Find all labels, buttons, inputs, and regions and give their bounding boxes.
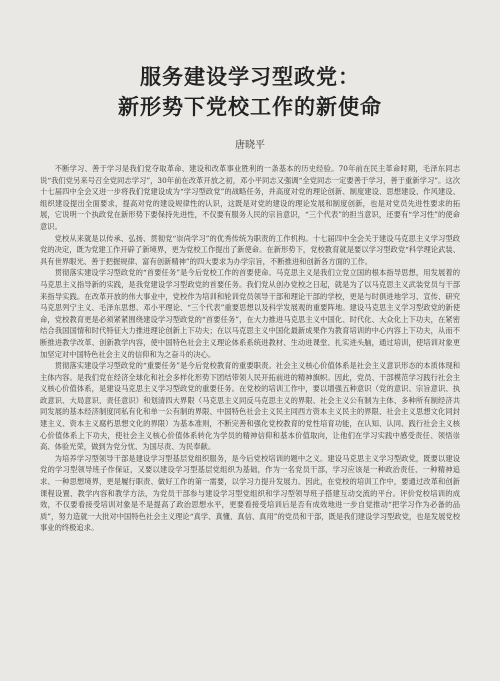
paragraph: 党校从来就是以传承、弘扬、贯彻党“崇尚学习”的优秀传统为职责的工作机构。十七届四中全会关于建设马克思主义学习型政党的决定，既为党建工作开辟了新境界，更为党校工作提出了新使命。在新形势下，党校教育就是要以学习型政党“科学理论武装、具有世界眼光、善于把握规律、富有创新精神”的四大要求为办学宗旨，不断推进和创新各方面的工作。 xyxy=(40,233,460,266)
article-body xyxy=(40,163,460,534)
paragraph: 贯彻落实建设学习型政党的“重要任务”是今后党校教育的重要职责。社会主义核心价值体系是社会主义意识形态的本质体现和主体内容。是我们党在经济全球化和社会多样化形势下团结带领人民开拓前进的精神旗帜。因此，党员、干部模范学习践行社会主义核心价值体系，是建设马克思主义学习型政党的重要任务。在党校的培训工作中，要以增强五种意识（党的意识、宗旨意识、执政意识、大局意识、责任意识）和划清四大界限（马克思主义同反马克思主义的界限、社会主义公有制为主体、多种所有制经济共同发展的基本经济制度同私有化和单一公有制的界限、中国特色社会主义民主同西方资本主义民主的界限、社会主义思想文化同封建主义、资本主义腐朽思想文化的界限）为基本准则，不断完善和强化党校教育的党性培育功能，在认知、认同、践行社会主义核心价值体系上下功夫，使社会主义核心价值体系转化为学员的精神信仰和基本价值取向，让他们在学习实践中感受责任、领悟崇高、体验光荣，做到为党分忧、为国尽责、为民奉献。 xyxy=(40,361,460,452)
paragraph: 贯彻落实建设学习型政党的“首要任务”是今后党校工作的首要使命。马克思主义是我们立党立国的根本指导思想，用发展着的马克思主义指导新的实践，是我党建设学习型政党的首要任务。我们党从创办党校之日起，就是为了以马克思主义武装党员与干部来指导实践。在改革开放的伟大事业中，党校作为培训和轮训党员领导干部和理论干部的学校，更是与时俱进地学习、宣传、研究马克思列宁主义、毛泽东思想、邓小平理论、“三个代表”重要思想以及科学发展观的重要阵地。建设马克思主义学习型政党的新使命，党校教育更是必须紧紧围绕建设学习型政党的“首要任务”，在大力推进马克思主义中国化、时代化、大众化上下功夫，在紧密结合我国国情和时代特征大力推进理论创新上下功夫；在以马克思主义中国化最新成果作为教育培训的中心内容上下功夫，从而不断推进教学改革、创新教学内容，使中国特色社会主义理论体系系统进教材、生动进课堂、扎实进头脑，通过培训，使培训对象更加坚定对中国特色社会主义的信仰和为之奋斗的决心。 xyxy=(40,268,460,359)
article-title xyxy=(40,62,460,122)
author-name: 唐晓平 xyxy=(235,140,265,151)
paragraph: 不断学习、善于学习是我们党夺取革命、建设和改革事业胜利的一条基本的历史经验。70年前在民主革命时期，毛泽东同志说“我们党另来号召全党同志学习”，30年前在改革开放之初，邓小平同志又强调“全党同志一定要善于学习，善于重新学习”。这次十七届四中全会又进一步将我们党建设成为“学习型政党”的战略任务，并高度对党的理论创新、制度建设、思想建设、作风建设、组织建设提出全面要求，提高对党的建设规律性的认识，这既是对党的建设的理论发展和制度创新，也是对党员先进性要求的拓展，它说明一个执政党在新形势下要保持先进性，不仅要有服务人民的宗旨意识，“三个代表”的担当意识，还要有“学习性”的使命意识。 xyxy=(40,164,460,231)
title-line-2: 新形势下党校工作的新使命 xyxy=(118,94,382,119)
paragraph: 为培养学习型领导干部是建设学习型基层党组织服务，是今后党校培训的题中之义。建设马克思主义学习型政党，既要以建设党的学习型领导班子作保证，又要以建设学习型基层党组织为基础，作为一名党员干部，学习应该是一种政治责任、一种精神追求、一种思想境界，更是履行职责、做好工作的第一需要，以学习力提升发展力。因此，在党校的培训工作中，要通过改革和创新课程设置、教学内容和教学方法，为党员干部参与建设学习型党组织和学习型领导班子搭建互动交流的平台。评价党校培训的成效，不仅要看接受培训对象是不是提高了政治思想水平，更要看接受培训后是否有成效地进一步自觉推动“把学习作为必备的品质”，努力造就一大批对中国特色社会主义理论“真学、真懂、真信、真用”的党员和干部，既是我们建设学习型政党，也是发展党校事业的终极追求。 xyxy=(40,453,460,533)
title-line-1: 服务建设学习型政党： xyxy=(140,64,360,89)
